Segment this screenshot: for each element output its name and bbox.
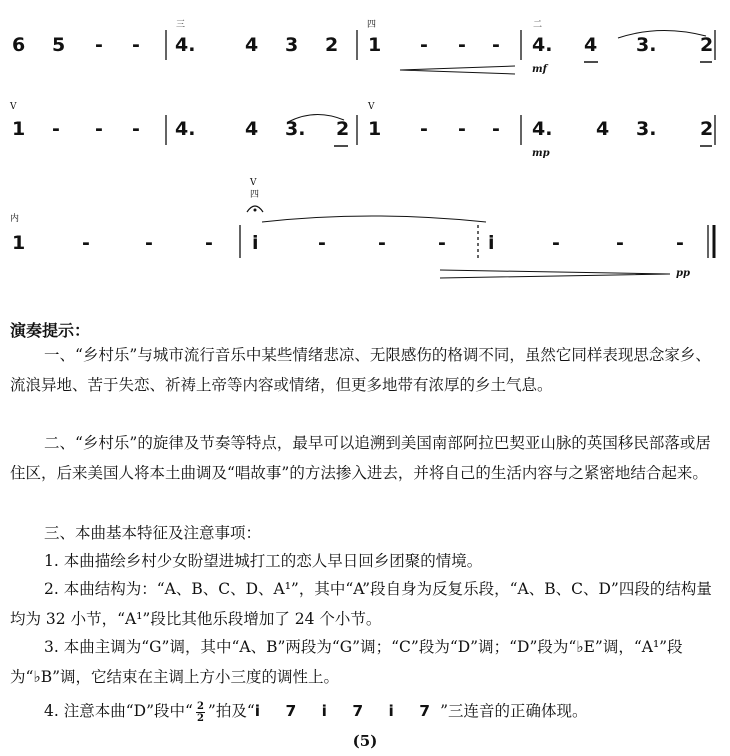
music-score (0, 0, 730, 300)
note: - (205, 232, 213, 254)
note: - (145, 232, 153, 254)
dynamic-mark: mf (532, 64, 547, 75)
tips-item-4: 4. 注意本曲“D”段中“ $\frac{2}{2}$ ”拍及“i 7 i 7 i 7”三连音的正确体现。 (44, 700, 588, 724)
tips-item-1: 1. 本曲描绘乡村少女盼望进城打工的恋人早日回乡团聚的情境。 (44, 552, 483, 570)
note: - (52, 118, 60, 140)
note: 4. (532, 34, 553, 56)
note: 6 (12, 34, 26, 56)
note: - (420, 118, 428, 140)
string-mark: 三 (176, 20, 186, 30)
note: - (132, 118, 140, 140)
dynamic-mark: mp (532, 148, 550, 159)
note: i (488, 232, 495, 254)
bow-mark: V (10, 102, 17, 112)
note: - (318, 232, 326, 254)
time-signature: $\frac{2}{2}$ (196, 700, 204, 724)
note: 4 (596, 118, 610, 140)
note: 2 (325, 34, 339, 56)
bow-mark: V (250, 178, 257, 188)
note: - (676, 232, 684, 254)
page-number: (5) (352, 732, 378, 750)
note: - (616, 232, 624, 254)
note: - (82, 232, 90, 254)
note: 4 (245, 34, 259, 56)
note: 2 (336, 118, 350, 140)
note: - (438, 232, 446, 254)
note: i (252, 232, 259, 254)
note: 1 (12, 232, 26, 254)
note: - (458, 118, 466, 140)
note: 3 (285, 34, 299, 56)
string-mark: 内 (10, 214, 20, 224)
dynamic-mark: pp (676, 268, 690, 279)
string-mark: 四 (367, 20, 377, 30)
note: 4 (245, 118, 259, 140)
score-staff-lines (0, 0, 730, 300)
note: 2 (700, 118, 714, 140)
tips-paragraph-1: 一、“乡村乐”与城市流行音乐中某些情绪悲凉、无限感伤的格调不同，虽然它同样表现思念家乡、流浪异地、苦于失恋、祈祷上帝等内容或情绪，但更多地带有浓厚的乡土气息。 (10, 346, 711, 394)
note: - (95, 34, 103, 56)
note: 4. (175, 34, 196, 56)
tips-paragraph-2: 二、“乡村乐”的旋律及节奏等特点，最早可以追溯到美国南部阿拉巴契亚山脉的英国移民部落或居住区，后来美国人将本土曲调及“唱故事”的方法掺入进去，并将自己的生活内容与之紧密地结合起来。 (10, 434, 711, 482)
note: 3. (285, 118, 306, 140)
note: 1 (12, 118, 26, 140)
note: 1 (368, 34, 382, 56)
note: 4 (584, 34, 598, 56)
triplet-notation: i 7 i 7 i 7 (254, 702, 441, 720)
note: - (378, 232, 386, 254)
bow-mark: V (368, 102, 375, 112)
note: 3. (636, 118, 657, 140)
string-mark: 四 (250, 190, 260, 200)
tips-item-2: 2. 本曲结构为：“A、B、C、D、A¹”，其中“A”段自身为反复乐段，“A、B、C、D”四段的结构量均为 32 小节，“A¹”段比其他乐段增加了 24 个小节。 (10, 580, 712, 628)
note: - (420, 34, 428, 56)
tips-item-3: 3. 本曲主调为“G”调，其中“A、B”两段为“G”调；“C”段为“D”调；“D”段为“♭E”调，“A¹”段为“♭B”调，它结束在主调上方小三度的调性上。 (10, 638, 683, 686)
note: 4. (532, 118, 553, 140)
note: - (492, 118, 500, 140)
note: - (132, 34, 140, 56)
note: - (492, 34, 500, 56)
note: - (552, 232, 560, 254)
note: 5 (52, 34, 66, 56)
string-mark: 二 (533, 20, 543, 30)
note: 4. (175, 118, 196, 140)
tips-paragraph-3: 三、本曲基本特征及注意事项： (44, 524, 262, 542)
note: - (458, 34, 466, 56)
note: 3. (636, 34, 657, 56)
note: 1 (368, 118, 382, 140)
tips-heading: 演奏提示： (10, 321, 91, 340)
note: 2 (700, 34, 714, 56)
note: - (95, 118, 103, 140)
